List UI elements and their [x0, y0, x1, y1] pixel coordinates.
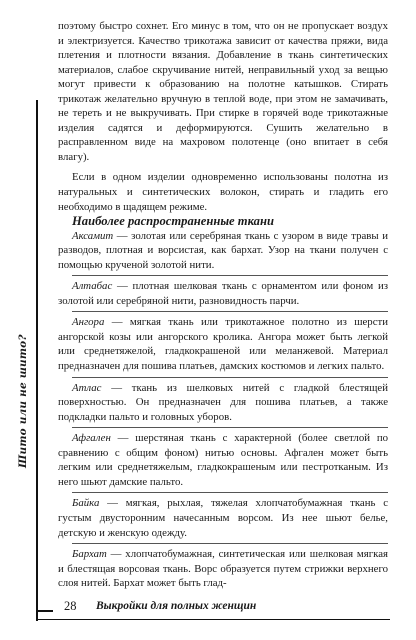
page-number: 28 — [64, 599, 77, 613]
margin-vertical-rule — [36, 100, 38, 621]
fabric-glossary — [58, 229, 388, 591]
glossary-definition: — хлопчатобумажная, синтетическая или шелковая мягкая и блестящая ворсовая ткань. Ворс образуется путем стрижки верхнего слоя нитей. Бархат может быть глад- — [58, 548, 388, 590]
mixed-fabric-paragraph: Если в одном изделии одновременно использованы полотна из натуральных и синтетических волокон, стирать и гладить его необходимо в щадящем режиме. — [58, 171, 388, 213]
glossary-entry-atlas — [58, 381, 388, 425]
entry-divider — [72, 311, 388, 312]
glossary-entry-aksamit — [58, 229, 388, 273]
entry-divider — [72, 377, 388, 378]
glossary-term: Байка — [72, 497, 100, 510]
intro-paragraph: поэтому быстро сохнет. Его минус в том, что он не пропускает воздух и электризуется. Качество трикотажа зависит от качества пряжи, вида плетения и плотности вязания. Добавление в ткань синтетических материалов, слабое скручивание нитей, неправильный уход за вещью могут привести к образованию на полотне катышков. Стирать трикотаж желательно вручную в теплой воде, при этом не замачивать, не тереть и не выкручивать. При стирке в горячей воде трикотажные изделия садятся и деформируются. Сушить желательно в расправленном виде на махровом полотенце (оно впитает в себя влагу). — [58, 20, 388, 163]
entry-divider — [72, 543, 388, 544]
glossary-definition: — плотная шелковая ткань с орнаментом или фоном из золотой или серебряной нити, разновидность парчи. — [58, 280, 388, 307]
glossary-term: Ангора — [72, 316, 105, 329]
glossary-term: Афгален — [72, 432, 111, 445]
glossary-definition: — мягкая, рыхлая, тяжелая хлопчатобумажная ткань с густым двусторонним начесанным ворсом. Из нее шьют белье, детскую и женскую одежду. — [58, 497, 388, 539]
footer-rule — [36, 619, 390, 620]
glossary-entry-afgalen — [58, 431, 388, 489]
glossary-definition: — мягкая ткань или трикотажное полотно из шерсти ангорской козы или ангорского кролика. Ангора может быть легкой или среднетяжелой, гладкокрашеной или меланжевой. Материал предназначен для пошива платьев, дамских костюмов и легких пальто. — [58, 316, 388, 373]
main-text-column — [58, 19, 388, 591]
glossary-definition: — золотая или серебряная ткань с узором в виде травы и разводов, плотная и ворсистая, как бархат. Узор на ткани получен с помощью крученой золотой нити. — [58, 229, 388, 271]
entry-divider — [72, 492, 388, 493]
glossary-term: Аксамит — [72, 229, 114, 242]
entry-divider — [72, 275, 388, 276]
margin-rule-corner — [37, 610, 53, 612]
glossary-entry-bayka — [58, 496, 388, 540]
glossary-entry-angora — [58, 315, 388, 373]
glossary-term: Бархат — [72, 548, 107, 561]
glossary-entry-altabas — [58, 279, 388, 308]
glossary-term: Алтабас — [72, 280, 113, 293]
glossary-term: Атлас — [72, 381, 102, 394]
glossary-definition: — шерстяная ткань с характерной (более светлой по сравнению с общим фоном) нитью основы. Афгален может быть легким или среднетяжелым, гладкокрашеным или пестротканым. Из него шьют дамские пальто. — [58, 432, 388, 488]
glossary-definition: — ткань из шелковых нитей с гладкой блестящей поверхностью. Он предназначен для пошива платьев, а также подкладки пальто и головных уборов. — [58, 381, 388, 423]
entry-divider — [72, 427, 388, 428]
section-side-label: Шито или не шито? — [17, 334, 29, 468]
section-heading: Наиболее распространенные ткани — [72, 214, 274, 229]
glossary-entry-barkhat — [58, 547, 388, 591]
running-footer-title: Выкройки для полных женщин — [96, 600, 257, 612]
